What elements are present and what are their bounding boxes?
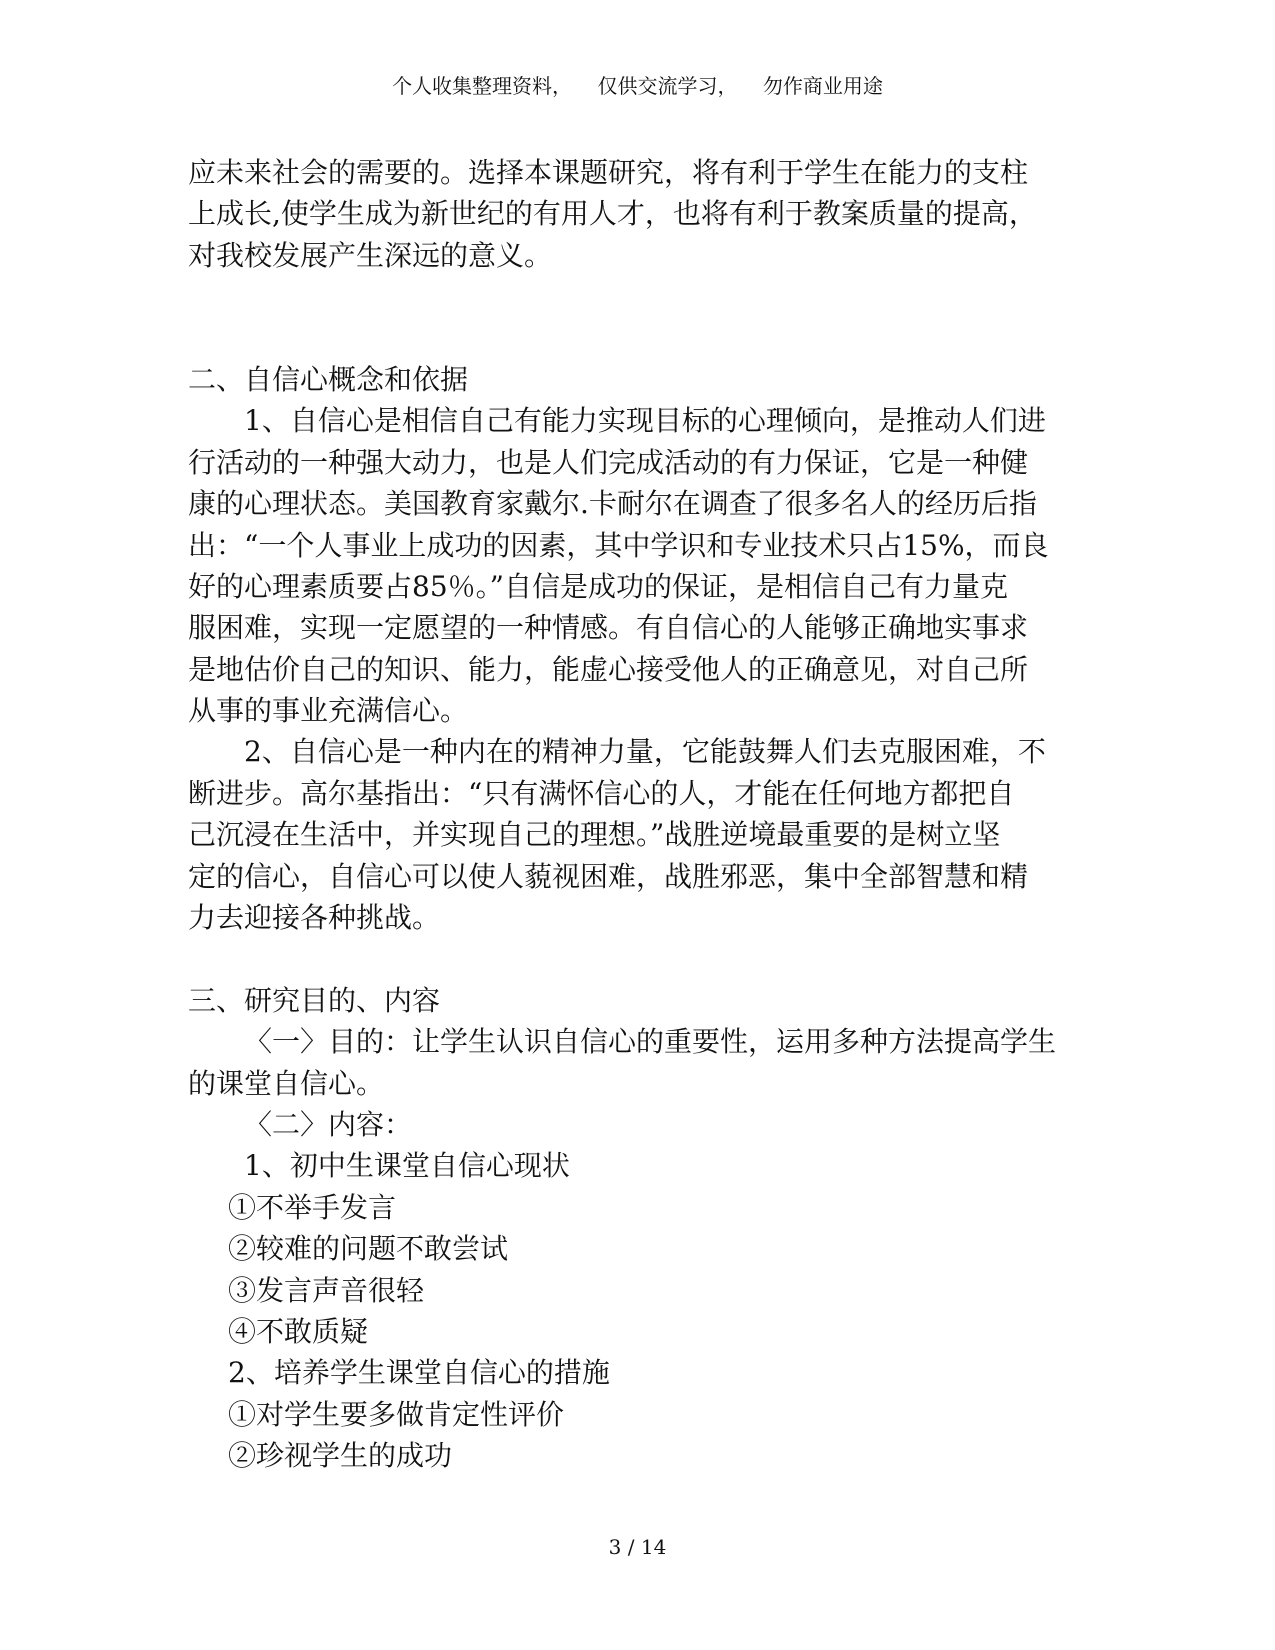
item1-list — [188, 1187, 1088, 1353]
text-line: 〈一〉目的：让学生认识自信心的重要性，运用多种方法提高学生 — [244, 1025, 1057, 1059]
text-line: 康的心理状态。美国教育家戴尔.卡耐尔在调查了很多名人的经历后指 — [188, 487, 1037, 521]
list-item: ①不举手发言 — [228, 1190, 397, 1224]
text-line: 力去迎接各种挑战。 — [188, 901, 441, 935]
section3-goal — [188, 1021, 1088, 1104]
text-line: 定的信心，自信心可以使人藐视困难，战胜邪恶，集中全部智慧和精 — [188, 859, 1029, 893]
section-heading-3: 三、研究目的、内容 — [188, 983, 441, 1017]
spacer — [188, 276, 1088, 317]
text-line: 己沉浸在生活中，并实现自己的理想。”战胜逆境最重要的是树立坚 — [188, 818, 1001, 852]
section-heading-2: 二、自信心概念和依据 — [188, 362, 469, 396]
spacer — [188, 938, 1088, 979]
item2-list — [188, 1394, 1088, 1477]
page-header-notice: 个人收集整理资料， 仅供交流学习， 勿作商业用途 — [392, 74, 883, 98]
section2-paragraph-1 — [188, 400, 1088, 731]
list-item: ③发言声音很轻 — [228, 1273, 425, 1307]
text-line: 行活动的一种强大动力，也是人们完成活动的有力保证，它是一种健 — [188, 445, 1029, 479]
text-line: 1、自信心是相信自己有能力实现目标的心理倾向，是推动人们进 — [244, 404, 1046, 438]
content-label: 〈二〉内容： — [244, 1107, 413, 1141]
list-item: ④不敢质疑 — [228, 1314, 369, 1348]
list-item: ②较难的问题不敢尝试 — [228, 1232, 509, 1266]
intro-paragraph — [188, 152, 1088, 276]
text-line: 2、自信心是一种内在的精神力量，它能鼓舞人们去克服困难，不 — [244, 735, 1046, 769]
document-body — [188, 152, 1088, 1477]
item1-title: 1、初中生课堂自信心现状 — [244, 1149, 570, 1183]
text-line: 服困难，实现一定愿望的一种情感。有自信心的人能够正确地实事求 — [188, 611, 1029, 645]
list-item: ①对学生要多做肯定性评价 — [228, 1397, 565, 1431]
text-line: 从事的事业充满信心。 — [188, 694, 469, 728]
list-item: ②珍视学生的成功 — [228, 1439, 453, 1473]
text-line: 出：“一个人事业上成功的因素，其中学识和专业技术只占15%，而良 — [188, 528, 1049, 562]
text-line: 断进步。高尔基指出：“只有满怀信心的人，才能在任何地方都把自 — [188, 776, 1015, 810]
page-number: 3 / 14 — [608, 1535, 667, 1559]
section2-paragraph-2 — [188, 731, 1088, 938]
item2-title: 2、培养学生课堂自信心的措施 — [228, 1356, 610, 1390]
text-line: 上成长,使学生成为新世纪的有用人才，也将有利于教案质量的提高， — [188, 197, 1037, 231]
text-line: 是地估价自己的知识、能力，能虚心接受他人的正确意见，对自己所 — [188, 652, 1029, 686]
text-line: 对我校发展产生深远的意义。 — [188, 238, 553, 272]
text-line: 好的心理素质要占85％。”自信是成功的保证，是相信自己有力量克 — [188, 569, 1008, 603]
text-line: 的课堂自信心。 — [188, 1066, 385, 1100]
spacer — [188, 318, 1088, 359]
text-line: 应未来社会的需要的。选择本课题研究，将有利于学生在能力的支柱 — [188, 156, 1029, 189]
